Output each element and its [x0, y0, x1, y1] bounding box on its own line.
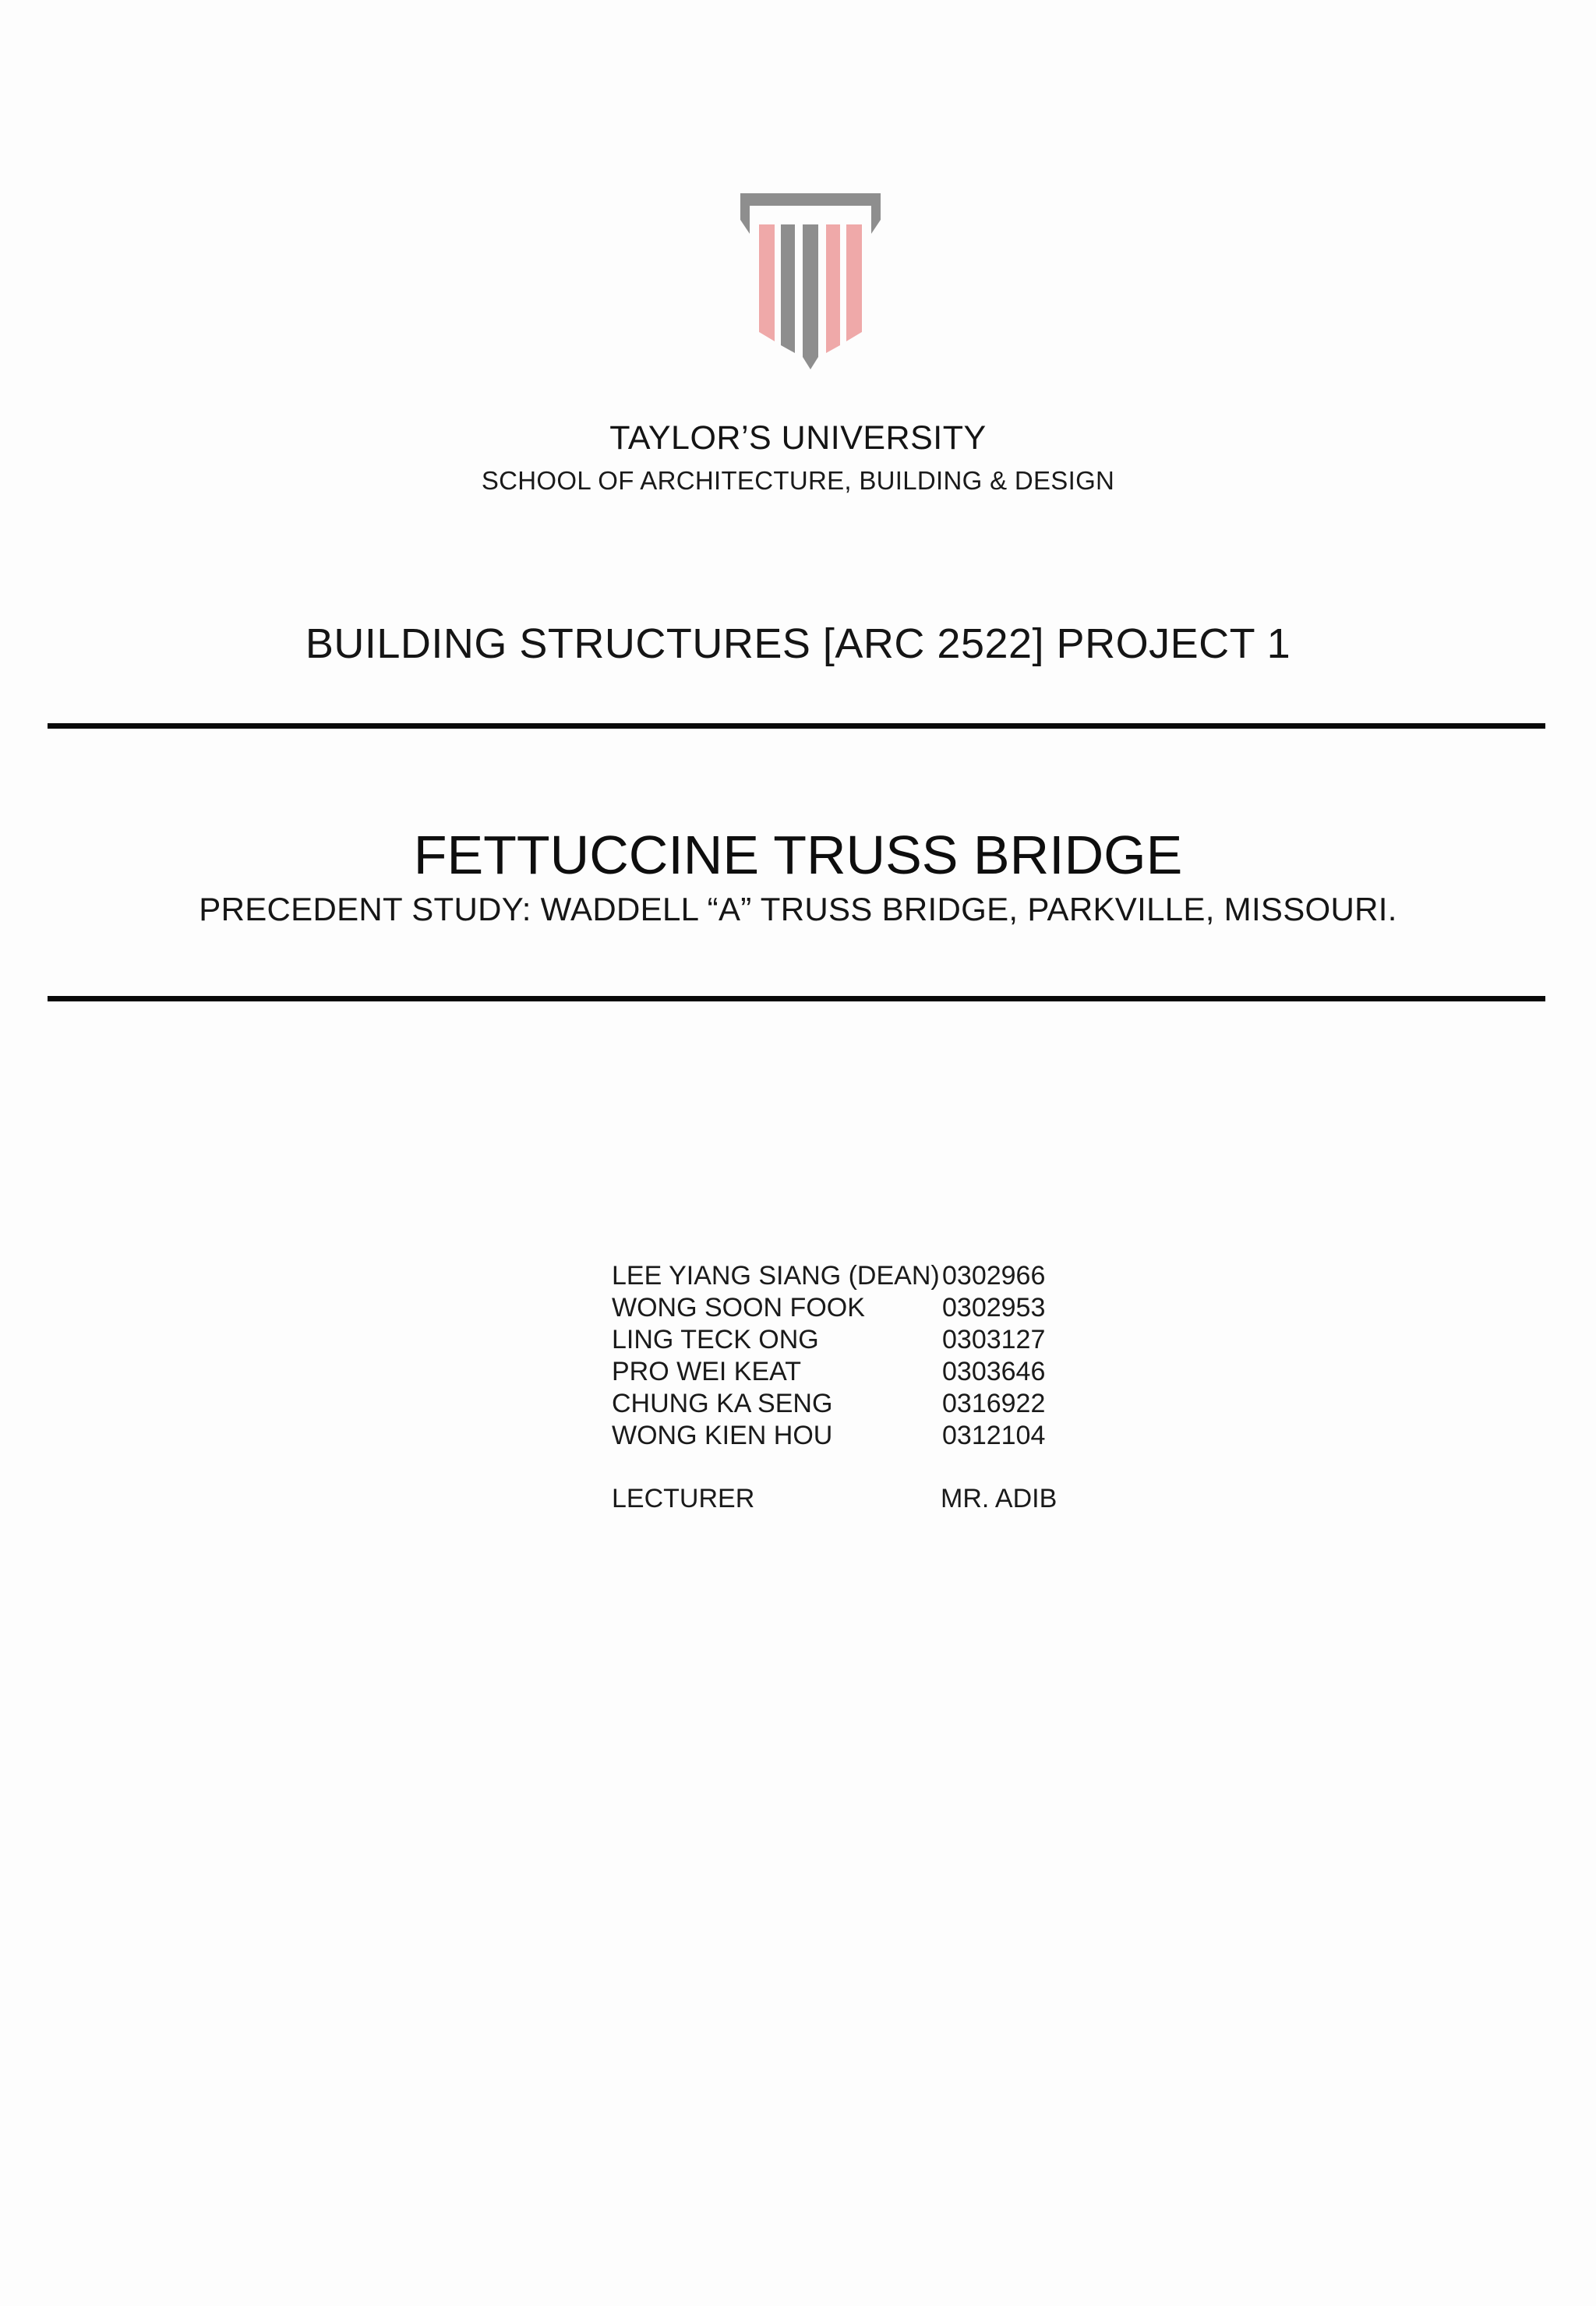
logo-column-right — [846, 224, 862, 341]
member-list — [612, 1260, 1079, 1452]
lecturer-label: LECTURER — [612, 1484, 755, 1513]
member-name: LEE YIANG SIANG (DEAN) — [612, 1261, 940, 1291]
member-row — [612, 1388, 1079, 1420]
project-title: FETTUCCINE TRUSS BRIDGE — [413, 825, 1183, 885]
logo-column-inner-left — [781, 224, 795, 353]
member-id: 0302953 — [942, 1293, 1046, 1323]
logo-column-inner-right — [826, 224, 840, 353]
lecturer-row — [612, 1483, 1079, 1515]
university-name: TAYLOR’S UNIVERSITY — [609, 419, 987, 457]
project-subtitle: PRECEDENT STUDY: WADDELL “A” TRUSS BRIDGE, PARKVILLE, MISSOURI. — [199, 891, 1397, 927]
member-id: 0312104 — [942, 1421, 1046, 1450]
divider-top — [48, 723, 1545, 729]
member-name: WONG SOON FOOK — [612, 1293, 865, 1323]
member-row — [612, 1420, 1079, 1452]
member-name: LING TECK ONG — [612, 1325, 819, 1354]
member-id: 0303127 — [942, 1325, 1046, 1354]
member-id: 0303646 — [942, 1357, 1046, 1386]
university-logo-icon — [740, 193, 881, 371]
member-name: WONG KIEN HOU — [612, 1421, 833, 1450]
member-row — [612, 1324, 1079, 1356]
member-id: 0302966 — [942, 1261, 1046, 1291]
member-name: PRO WEI KEAT — [612, 1357, 802, 1386]
member-name: CHUNG KA SENG — [612, 1389, 833, 1418]
member-row — [612, 1260, 1079, 1292]
lecturer-name: MR. ADIB — [941, 1484, 1058, 1513]
member-id: 0316922 — [942, 1389, 1046, 1418]
school-name: SCHOOL OF ARCHITECTURE, BUILDING & DESIGN — [481, 466, 1115, 495]
logo-column-center — [803, 224, 818, 369]
course-title: BUILDING STRUCTURES [ARC 2522] PROJECT 1 — [305, 620, 1291, 667]
logo-column-left — [759, 224, 775, 341]
divider-bottom — [48, 996, 1545, 1001]
member-row — [612, 1292, 1079, 1324]
member-row — [612, 1356, 1079, 1388]
